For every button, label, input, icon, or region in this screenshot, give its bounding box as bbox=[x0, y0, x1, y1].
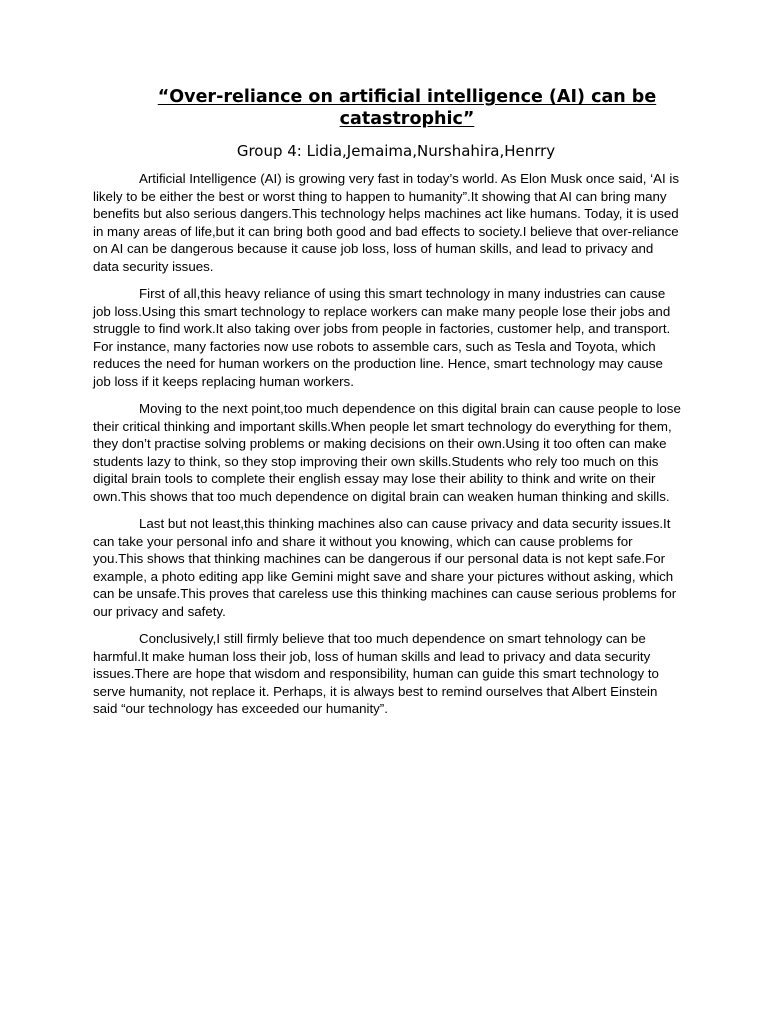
essay-body bbox=[93, 170, 681, 728]
document-title: “Over-reliance on artificial intelligence (AI) can be catastrophic” bbox=[157, 87, 657, 129]
group-members-line: Group 4: Lidia,Jemaima,Nurshahira,Henrry bbox=[236, 142, 556, 160]
paragraph-introduction: Artificial Intelligence (AI) is growing very fast in today’s world. As Elon Musk once said, ‘AI is likely to be either the best or worst thing to happen to humanity”.It showing that AI can bring many benefits but also serious dangers.This technology helps machines act like humans. Today, it is used in many areas of life,but it can bring both good and bad effects to society.I believe that over-reliance on AI can be dangerous because it cause job loss, loss of human skills, and lead to privacy and data security issues. bbox=[93, 171, 679, 274]
paragraph-human-skills: Moving to the next point,too much dependence on this digital brain can cause people to lose their critical thinking and important skills.When people let smart technology do everything for them, they don’t practise solving problems or making decisions on their own.Using it too often can make students lazy to think, so they stop improving their own skills.Students who rely too much on this digital brain tools to complete their english essay may lose their ability to think and write on their own.This shows that too much dependence on digital brain can weaken human thinking and skills. bbox=[93, 401, 681, 504]
paragraph-job-loss: First of all,this heavy reliance of using this smart technology in many industries can cause job loss.Using this smart technology to replace workers can make many people lose their jobs and struggle to find work.It also taking over jobs from people in factories, customer help, and transport. For instance, many factories now use robots to assemble cars, such as Tesla and Toyota, which reduces the need for human workers on the production line. Hence, smart technology may cause job loss if it keeps replacing human workers. bbox=[93, 286, 671, 389]
paragraph-privacy: Last but not least,this thinking machines also can cause privacy and data security issues.It can take your personal info and share it without you knowing, which can cause problems for you.This shows that thinking machines can be dangerous if our personal data is not kept safe.For example, a photo editing app like Gemini might save and share your pictures without asking, which can be unsafe.This proves that careless use this thinking machines can cause serious problems for our privacy and safety. bbox=[93, 516, 677, 619]
paragraph-conclusion: Conclusively,I still firmly believe that too much dependence on smart tehnology can be harmful.It make human loss their job, loss of human skills and lead to privacy and data security issues.There are hope that wisdom and responsibility, human can guide this smart technology to serve humanity, not replace it. Perhaps, it is always best to remind ourselves that Albert Einstein said “our technology has exceeded our humanity”. bbox=[93, 631, 659, 716]
